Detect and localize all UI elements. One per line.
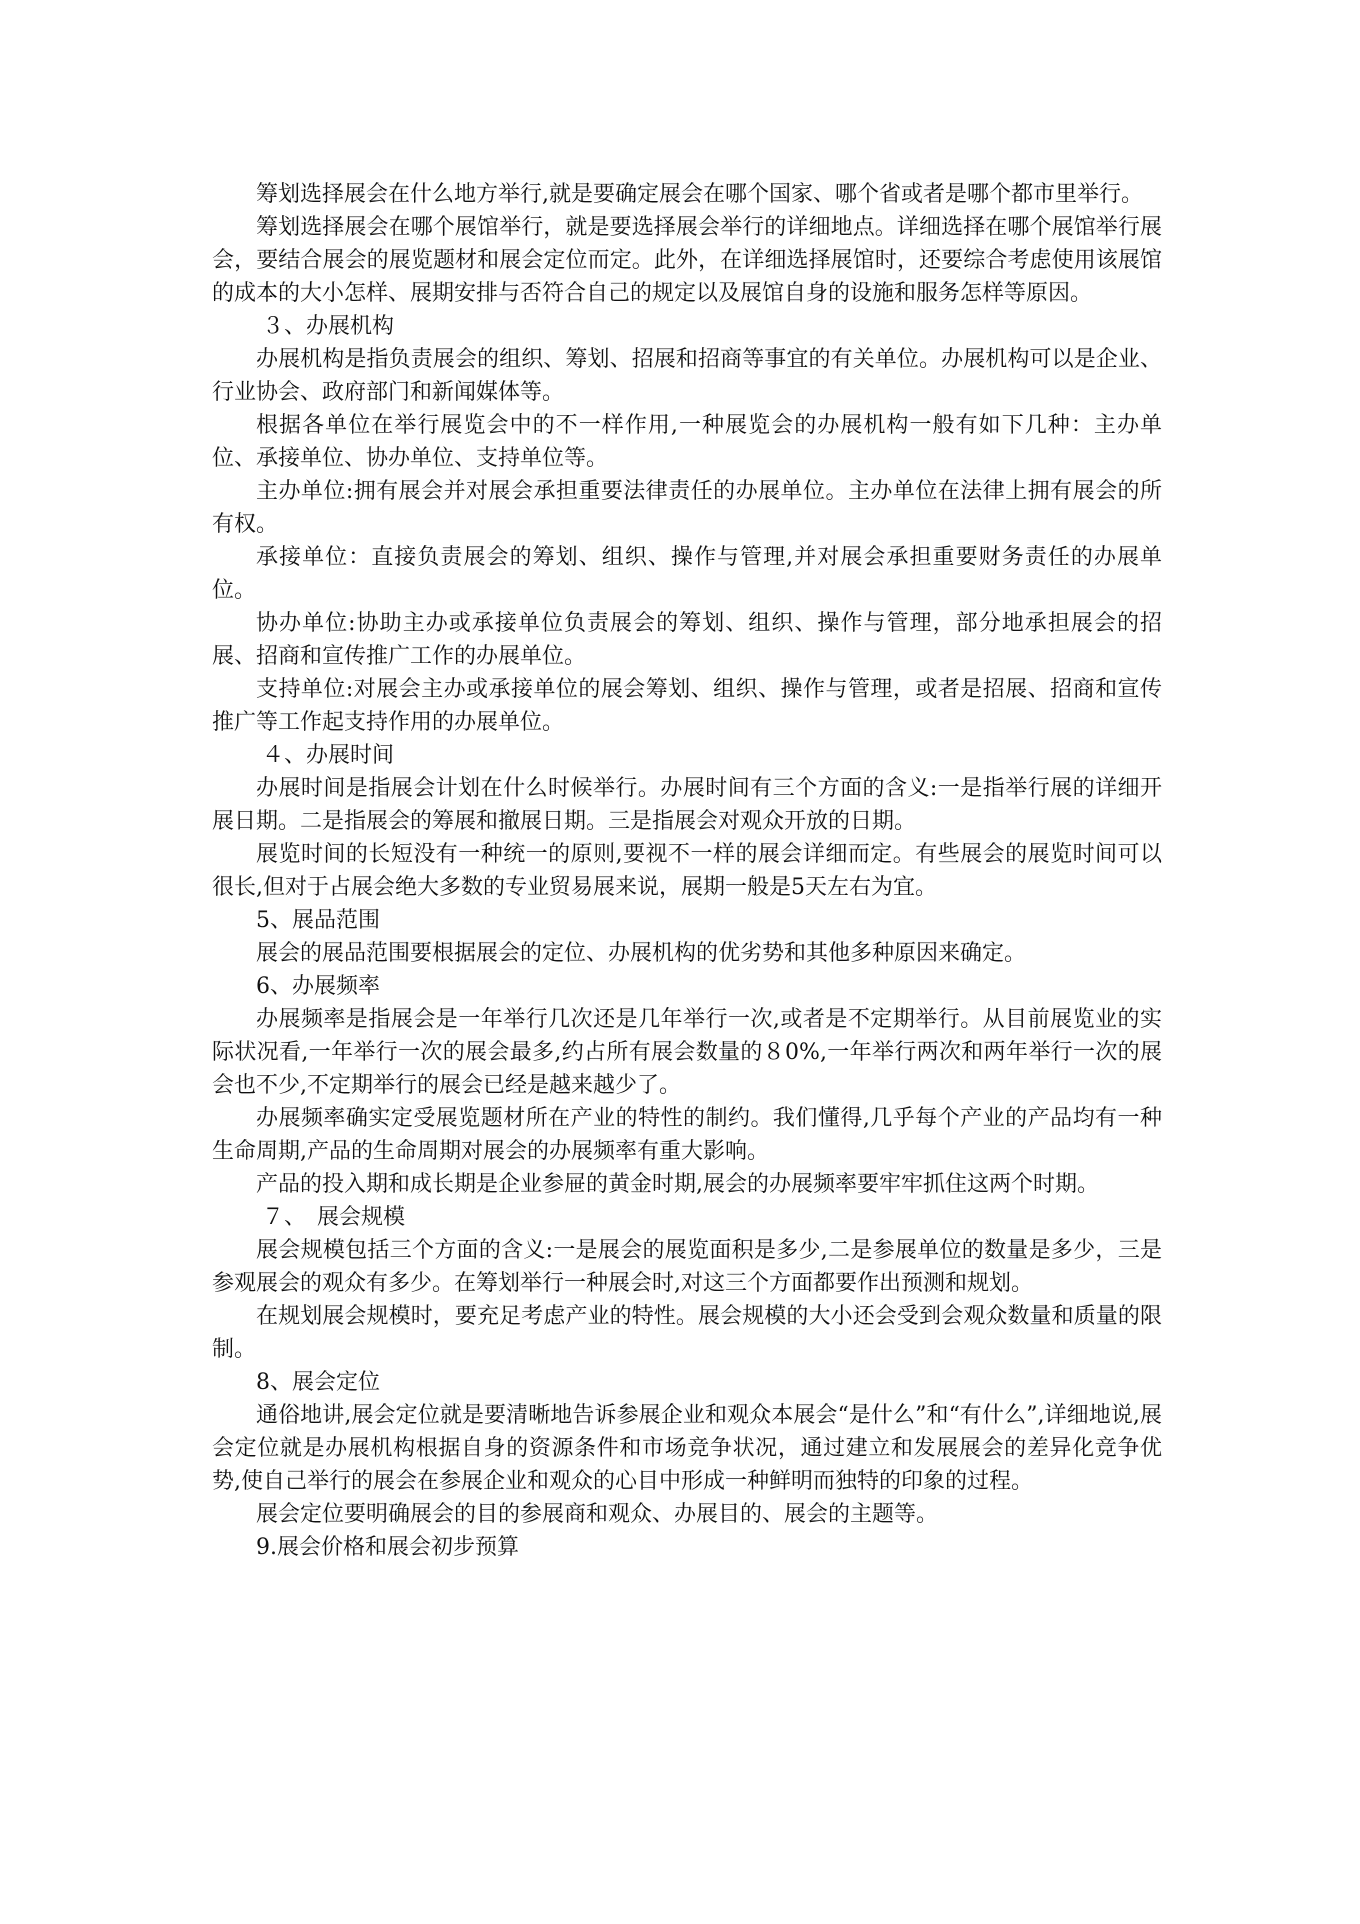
paragraph-positioning-definition: 通俗地讲,展会定位就是要清晰地告诉参展企业和观众本展会“是什么”和“有什么”,详细地说,展会定位就是办展机构根据自身的资源条件和市场竞争状况，通过建立和发展展会的差异化竞争优势,使自己举行的展会在参展企业和观众的心目中形成一种鲜明而独特的印象的过程。 xyxy=(212,1403,1162,1494)
paragraph-supporting-unit: 支持单位:对展会主办或承接单位的展会筹划、组织、操作与管理，或者是招展、招商和宣传推广等工作起支持作用的办展单位。 xyxy=(212,677,1162,735)
section-heading-positioning: 8、展会定位 xyxy=(256,1370,380,1395)
section-heading-organizers: ３、办展机构 xyxy=(262,314,395,339)
paragraph-scale-definition: 展会规模包括三个方面的含义:一是展会的展览面积是多少,二是参展单位的数量是多少，三是参观展会的观众有多少。在筹划举行一种展会时,对这三个方面都要作出预测和规划。 xyxy=(212,1238,1162,1296)
section-heading-price-budget: 9.展会价格和展会初步预算 xyxy=(256,1535,519,1560)
paragraph-host-unit: 主办单位:拥有展会并对展会承担重要法律责任的办展单位。主办单位在法律上拥有展会的所有权。 xyxy=(212,479,1162,537)
paragraph-undertaking-unit: 承接单位：直接负责展会的筹划、组织、操作与管理,并对展会承担重要财务责任的办展单位。 xyxy=(212,545,1162,603)
document-body xyxy=(212,178,1162,1564)
paragraph-frequency-definition: 办展频率是指展会是一年举行几次还是几年举行一次,或者是不定期举行。从目前展览业的实际状况看,一年举行一次的展会最多,约占所有展会数量的８0%,一年举行两次和两年举行一次的展会也不少,不定期举行的展会已经是越来越少了。 xyxy=(212,1007,1162,1098)
paragraph-venue-hall: 筹划选择展会在哪个展馆举行，就是要选择展会举行的详细地点。详细选择在哪个展馆举行展会，要结合展会的展览题材和展会定位而定。此外，在详细选择展馆时，还要综合考虑使用该展馆的成本的大小怎样、展期安排与否符合自己的规定以及展馆自身的设施和服务怎样等原因。 xyxy=(212,215,1162,306)
section-heading-exhibit-range: 5、展品范围 xyxy=(256,908,380,933)
paragraph-frequency-growth: 产品的投入期和成长期是企业参屉的黄金时期,展会的办展频率要牢牢抓住这两个时期。 xyxy=(256,1172,1099,1197)
paragraph-organizers-definition: 办展机构是指负责展会的组织、筹划、招展和招商等事宜的有关单位。办展机构可以是企业、行业协会、政府部门和新闻媒体等。 xyxy=(212,347,1162,405)
paragraph-organizers-types: 根据各单位在举行展览会中的不一样作用,一种展览会的办展机构一般有如下几种：主办单位、承接单位、协办单位、支持单位等。 xyxy=(212,413,1162,471)
section-heading-frequency: 6、办展频率 xyxy=(256,974,380,999)
paragraph-co-organizer-unit: 协办单位:协助主办或承接单位负责展会的筹划、组织、操作与管理，部分地承担展会的招展、招商和宣传推广工作的办展单位。 xyxy=(212,611,1162,669)
paragraph-time-definition: 办展时间是指展会计划在什么时候举行。办展时间有三个方面的含义:一是指举行展的详细开展日期。二是指展会的筹展和撤展日期。三是指展会对观众开放的日期。 xyxy=(212,776,1162,834)
section-heading-scale: ７、 展会规模 xyxy=(262,1205,406,1230)
paragraph-frequency-lifecycle: 办展频率确实定受展览题材所在产业的特性的制约。我们懂得,几乎每个产业的产品均有一种生命周期,产品的生命周期对展会的办展频率有重大影响。 xyxy=(212,1106,1162,1164)
paragraph-venue-region: 筹划选择展会在什么地方举行,就是要确定展会在哪个国家、哪个省或者是哪个都市里举行。 xyxy=(256,182,1143,207)
paragraph-positioning-goals: 展会定位要明确展会的目的参展商和观众、办展目的、展会的主题等。 xyxy=(256,1502,939,1527)
paragraph-exhibit-range: 展会的展品范围要根据展会的定位、办展机构的优劣势和其他多种原因来确定。 xyxy=(256,941,1027,966)
paragraph-time-duration: 展览时间的长短没有一种统一的原则,要视不一样的展会详细而定。有些展会的展览时间可以很长,但对于占展会绝大多数的专业贸易展来说，展期一般是5天左右为宜。 xyxy=(212,842,1162,900)
paragraph-scale-planning: 在规划展会规模时，要充足考虑产业的特性。展会规模的大小还会受到会观众数量和质量的限制。 xyxy=(212,1304,1162,1362)
section-heading-time: ４、办展时间 xyxy=(262,743,395,768)
